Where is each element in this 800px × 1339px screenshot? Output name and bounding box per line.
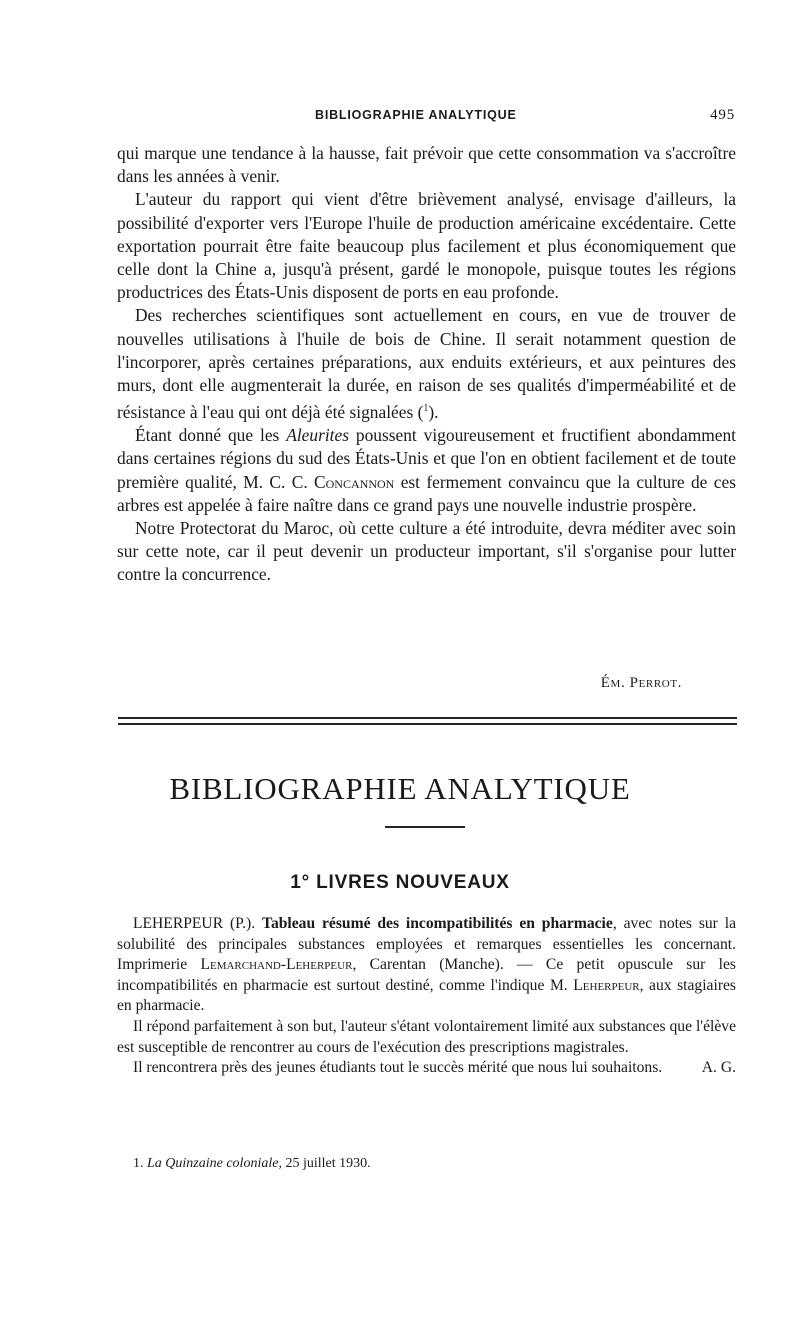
paragraph xyxy=(117,424,736,517)
article-body xyxy=(117,142,736,587)
title-underline xyxy=(385,826,465,828)
running-title: BIBLIOGRAPHIE ANALYTIQUE xyxy=(315,108,517,122)
genus-name: Aleurites xyxy=(286,425,349,446)
entry-paragraph xyxy=(117,1058,736,1079)
paragraph: qui marque une tendance à la hausse, fait prévoir que cette consommation va s'accroître dans les années à venir. xyxy=(117,143,736,187)
footnote-source: La Quinzaine coloniale xyxy=(147,1156,279,1171)
running-head xyxy=(117,104,737,128)
double-rule-bottom xyxy=(118,723,737,725)
paragraph-text: ). xyxy=(428,402,439,423)
entry-text: , Carentan (Manche). — Ce petit opuscule sur les incompatibilités en pharmacie est surtout destiné, comme l'indique M. xyxy=(117,956,736,994)
entry-paragraph: Il répond parfaitement à son but, l'auteur s'étant volontairement limité aux substances que l'élève est susceptible de rencontrer au cours de l'exécution des prescriptions magistrales. xyxy=(117,1017,736,1056)
paragraph-text: Étant donné que les xyxy=(135,425,287,446)
page-number: 495 xyxy=(710,107,735,123)
paragraph-text: poussent vigoureusement et fructifient abondamment dans certaines régions du sud des États-Unis et que l'on en obtient facilement et de toute première qualité, M. C. C. xyxy=(117,425,736,492)
entry-text: , avec notes sur la solubilité des principales substances employées et remarques essentielles les concernant. Imprimerie xyxy=(117,915,736,974)
entry-author: LEHERPEUR (P.). xyxy=(133,915,262,932)
reviewer-initials: A. G. xyxy=(701,1059,736,1077)
footnote xyxy=(133,1156,371,1172)
entry-paragraph xyxy=(117,914,736,1017)
printer-name: Lemarchand-Leherpeur xyxy=(200,956,353,974)
paragraph: Notre Protectorat du Maroc, où cette culture a été introduite, devra méditer avec soin sur cette note, car il peut devenir un producteur important, s'il s'organise pour lutter contre la concurrence. xyxy=(117,518,736,585)
footnote-number: 1. xyxy=(133,1156,147,1171)
bibliography-entry xyxy=(117,914,736,1079)
paragraph: L'auteur du rapport qui vient d'être brièvement analysé, envisage d'ailleurs, la possibilité d'exporter vers l'Europe l'huile de production américaine excédentaire. Cette exportation pourrait être faite beaucoup plus facilement et plus économiquement que celle dont la Chine a, jusqu'à présent, gardé le monopole, puisque toutes les régions productrices des États-Unis disposent de ports en eau profonde. xyxy=(117,189,736,303)
double-rule-top xyxy=(118,717,737,719)
section-title: BIBLIOGRAPHIE ANALYTIQUE xyxy=(169,771,631,806)
footnote-marker: 1 xyxy=(423,403,429,415)
person-name: Concannon xyxy=(314,471,395,492)
entry-text: , aux stagiaires en pharmacie. xyxy=(117,976,736,1015)
subsection-title: 1° LIVRES NOUVEAUX xyxy=(290,872,510,893)
paragraph-text: est fermement convaincu que la culture de ces arbres est appelée à faire naître dans ce grand pays une nouvelle industrie prospère. xyxy=(117,471,736,515)
author-signature: Ém. Perrot. xyxy=(600,675,682,691)
footnote-date: , 25 juillet 1930. xyxy=(278,1156,371,1171)
entry-title: Tableau résumé des incompatibilités en pharmacie xyxy=(261,915,613,932)
author-name: Leherpeur xyxy=(573,976,640,994)
paragraph-text: Des recherches scientifiques sont actuellement en cours, en vue de trouver de nouvelles utilisations à l'huile de bois de Chine. Il serait notamment question de l'incorporer, après certaines préparations, aux enduits extérieurs, et aux peintures des murs, dont elle augmenterait la durée, en raison de ses qualités d'imperméabilité et de résistance à l'eau qui ont déjà été signalées ( xyxy=(117,305,736,423)
entry-text: Il rencontrera près des jeunes étudiants tout le succès mérité que nous lui souhaitons. xyxy=(133,1059,663,1077)
paragraph xyxy=(117,304,736,424)
